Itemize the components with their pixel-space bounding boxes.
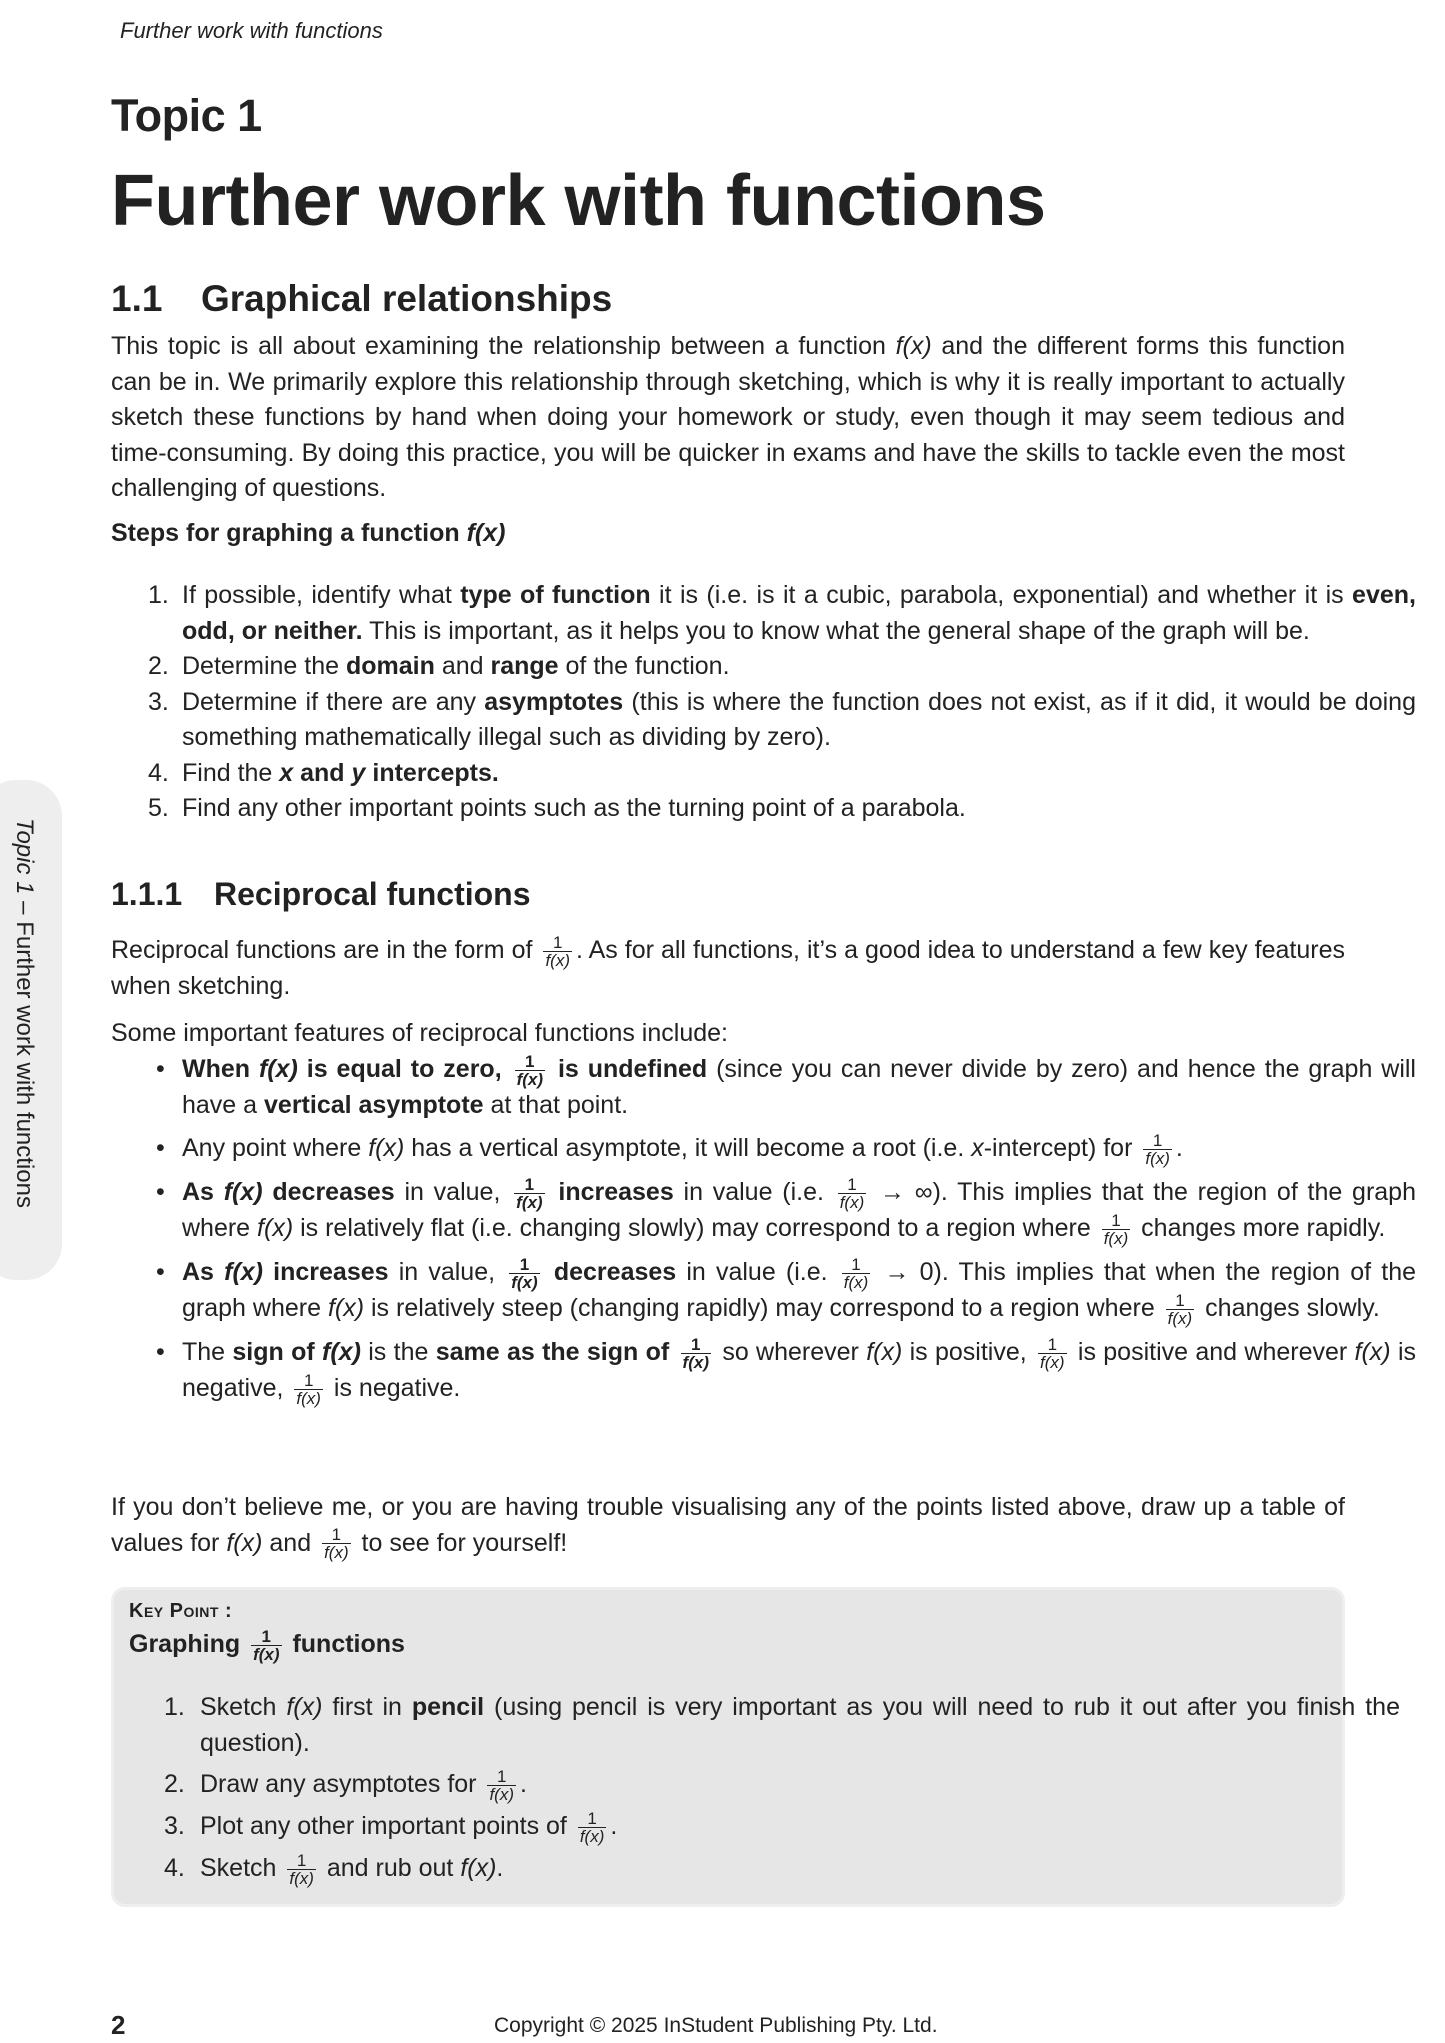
list-item (148, 685, 1416, 756)
math-fx: f(x) (257, 1214, 294, 1243)
text: changes more rapidly. (1134, 1214, 1386, 1243)
frac-num: 1 (587, 1808, 597, 1828)
frac-num: 1 (296, 1850, 307, 1870)
reciprocal-intro (111, 933, 1345, 1004)
fraction-1-over-fx (251, 1628, 281, 1663)
text: and (434, 652, 491, 680)
fraction-1-over-fx (1038, 1336, 1067, 1371)
list-item (156, 1175, 1416, 1249)
frac-num: 1 (691, 1334, 701, 1354)
frac-den: f(x) (489, 1784, 514, 1804)
bullet-icon: • (156, 1055, 165, 1083)
list-item (164, 1766, 1400, 1804)
text: If you don’t believe me, or you are having trouble visualising any of the points listed above, draw up a table of values for (111, 1493, 1345, 1557)
text: in value (i.e. (676, 1258, 838, 1287)
frac-den: f(x) (1103, 1229, 1129, 1249)
text: in value, (388, 1258, 506, 1287)
math-fx: f(x) (226, 1528, 263, 1557)
frac-num: 1 (519, 1254, 530, 1274)
text: decreases (262, 1178, 395, 1207)
frac-num: 1 (1152, 1131, 1163, 1151)
text: and rub out (319, 1853, 461, 1882)
text: so wherever (715, 1337, 867, 1366)
subsection-number: 1.1.1 (111, 876, 183, 912)
math-fx: f(x) (224, 1258, 264, 1287)
frac-num: 1 (851, 1254, 861, 1274)
text: to see for yourself! (354, 1528, 568, 1557)
text: sign of (232, 1337, 323, 1366)
text: functions (285, 1630, 405, 1659)
frac-num: 1 (1111, 1211, 1121, 1231)
frac-den: f(x) (545, 950, 570, 970)
text: has a vertical asymptote, it will become a root (i.e. (404, 1134, 972, 1163)
side-tab-sep: – (11, 894, 38, 922)
bullet-icon: • (156, 1258, 165, 1287)
fraction-1-over-fx (322, 1526, 351, 1561)
text: vertical asymptote (264, 1090, 484, 1119)
text: . (519, 1770, 527, 1798)
text: . As for all functions, it’s a good idea to understand a few key features when sketching. (111, 936, 1345, 1000)
fraction-1-over-fx (681, 1336, 711, 1371)
text: at that point. (483, 1090, 629, 1119)
text: in value, (394, 1178, 511, 1207)
item-number: 3. (164, 1811, 185, 1840)
text: asymptotes (484, 687, 624, 716)
text: . (1175, 1134, 1183, 1163)
steps-heading (111, 519, 505, 548)
item-number: 2. (148, 652, 169, 680)
list-item (148, 578, 1416, 649)
fraction-1-over-fx (509, 1256, 539, 1291)
text: of the function. (558, 652, 730, 680)
text: Find any other important points such as the turning point of a parabola. (182, 794, 966, 822)
text: Draw any asymptotes for (200, 1770, 484, 1798)
item-number: 2. (164, 1770, 185, 1798)
frac-den: f(x) (253, 1645, 280, 1664)
copyright: Copyright © 2025 InStudent Publishing Pty. Ltd. (494, 2014, 938, 2037)
fraction-1-over-fx (1102, 1212, 1131, 1247)
list-item (148, 649, 1416, 685)
text: If possible, identify what (182, 581, 461, 609)
key-point-title (129, 1628, 405, 1663)
text: Reciprocal functions are in the form of (111, 936, 540, 964)
fraction-1-over-fx (515, 1053, 545, 1088)
text: Sketch (200, 1693, 287, 1721)
frac-num: 1 (1047, 1334, 1058, 1354)
fraction-1-over-fx (514, 1176, 544, 1211)
fraction-1-over-fx (838, 1176, 867, 1211)
text: Determine the (182, 652, 346, 680)
features-intro: Some important features of reciprocal functions include: (111, 1019, 728, 1047)
text: → 0). This implies that when the region of the graph where (182, 1258, 1416, 1322)
text: same as the sign of (435, 1337, 677, 1366)
text: The (182, 1337, 233, 1366)
text: and (262, 1528, 319, 1557)
math-x: x (279, 758, 294, 787)
frac-den: f(x) (579, 1826, 605, 1846)
text: and (293, 758, 352, 787)
text: intercepts. (365, 758, 499, 787)
frac-den: f(x) (296, 1388, 321, 1408)
text: Any point where (182, 1134, 369, 1163)
list-item (156, 1254, 1416, 1328)
subsection-title: Reciprocal functions (214, 876, 531, 912)
text: increases (263, 1258, 389, 1287)
text: This topic is all about examining the relationship between a function (111, 332, 896, 360)
side-tab-label (10, 818, 38, 1208)
item-number: 5. (148, 794, 169, 822)
list-item (148, 756, 1416, 792)
fraction-1-over-fx (842, 1256, 871, 1291)
list-item (164, 1808, 1400, 1846)
text: is negative, (182, 1337, 1417, 1402)
frac-den: f(x) (682, 1352, 709, 1372)
math-fx: f(x) (258, 1055, 298, 1083)
fraction-1-over-fx (287, 1852, 316, 1887)
list-item (156, 1131, 1416, 1169)
text: type of function (460, 581, 651, 609)
topic-label: Topic 1 (111, 90, 262, 141)
text: Find the (182, 758, 280, 787)
item-number: 4. (148, 758, 169, 787)
side-tab-text: Further work with functions (11, 921, 38, 1208)
math-x: x (971, 1134, 984, 1163)
text: Plot any other important points of (200, 1811, 574, 1840)
text: As (182, 1178, 224, 1207)
text: is negative. (326, 1373, 461, 1402)
frac-num: 1 (847, 1175, 857, 1195)
fraction-1-over-fx (487, 1768, 516, 1803)
page-title: Further work with functions (111, 161, 1046, 241)
item-number: 1. (164, 1693, 185, 1721)
section-number: 1.1 (111, 278, 163, 319)
section-title: Graphical relationships (201, 278, 613, 319)
text: This is important, as it helps you to know what the general shape of the graph will be. (362, 616, 1310, 645)
list-item (148, 791, 1416, 827)
text: even, odd, or neither. (182, 581, 1416, 645)
side-tab-topic: Topic 1 (11, 818, 38, 895)
text: is undefined (549, 1055, 708, 1083)
frac-num: 1 (524, 1175, 535, 1195)
text: is positive and wherever (1070, 1337, 1355, 1366)
text: and the different forms this function can be in. We primarily explore this relationship through sketching, which is why it is really important to actually sketch these functions by hand when doing your homework or study, even though it may seem tedious and time-consuming. By doing this practice, you will be quicker in exams and have the skills to tackle even the most challenging of questions. (111, 332, 1345, 502)
text: is positive, (902, 1337, 1035, 1366)
math-fx: f(x) (460, 1853, 497, 1882)
text: is equal to zero, (297, 1055, 511, 1083)
bullet-icon: • (156, 1337, 165, 1366)
running-head: Further work with functions (120, 18, 383, 43)
closing-paragraph (111, 1490, 1345, 1561)
intro-paragraph (111, 329, 1345, 507)
text: → ∞). This implies that the region of the graph where (182, 1178, 1416, 1243)
text: (this is where the function does not exist, as if it did, it would be doing something mathematically illegal such as dividing by zero). (182, 687, 1416, 751)
frac-den: f(x) (1145, 1149, 1170, 1169)
frac-num: 1 (496, 1766, 507, 1786)
text: Determine if there are any (182, 687, 485, 716)
math-fx: f(x) (322, 1337, 361, 1366)
frac-den: f(x) (324, 1543, 349, 1563)
text: Steps for graphing a function (111, 519, 467, 547)
frac-den: f(x) (289, 1868, 314, 1888)
list-item (164, 1690, 1400, 1761)
steps-list (111, 578, 1416, 827)
section-heading (111, 278, 612, 320)
text: domain (345, 652, 435, 680)
math-fx: f(x) (1354, 1337, 1391, 1366)
text: increases (548, 1178, 674, 1207)
text: When (182, 1055, 259, 1083)
features-list (111, 1052, 1416, 1415)
text: . (496, 1853, 504, 1882)
math-fx: f(x) (866, 1337, 903, 1366)
item-number: 4. (164, 1853, 185, 1882)
fraction-1-over-fx (578, 1810, 607, 1845)
item-number: 3. (148, 687, 169, 716)
text: Graphing (129, 1630, 248, 1659)
page-number: 2 (111, 2010, 126, 2040)
text: it is (i.e. is it a cubic, parabola, exponential) and whether it is (650, 581, 1353, 609)
frac-den: f(x) (516, 1069, 544, 1089)
math-fx: f(x) (895, 332, 932, 360)
text: As (182, 1258, 225, 1287)
frac-den: f(x) (516, 1193, 543, 1213)
text: range (490, 652, 559, 680)
text: changes slowly. (1198, 1293, 1380, 1322)
text: first in (322, 1693, 412, 1721)
text: (using pencil is very important as you will need to rub it out after you finish the question). (200, 1693, 1400, 1757)
text: is relatively steep (changing rapidly) may correspond to a region where (364, 1293, 1162, 1322)
key-point-list (129, 1690, 1400, 1893)
frac-den: f(x) (843, 1272, 869, 1292)
math-fx: f(x) (286, 1693, 323, 1721)
frac-num: 1 (552, 932, 563, 952)
frac-num: 1 (331, 1525, 342, 1545)
frac-den: f(x) (1040, 1352, 1065, 1372)
text: in value (i.e. (673, 1178, 834, 1207)
list-item (164, 1850, 1400, 1888)
math-fx: f(x) (327, 1293, 365, 1322)
math-fx: f(x) (368, 1134, 405, 1163)
frac-den: f(x) (1167, 1308, 1193, 1328)
fraction-1-over-fx (294, 1372, 323, 1407)
frac-num: 1 (525, 1051, 535, 1071)
frac-num: 1 (261, 1627, 272, 1646)
text: decreases (543, 1258, 677, 1287)
text: -intercept) for (983, 1134, 1140, 1163)
frac-den: f(x) (839, 1193, 865, 1213)
text: Sketch (200, 1853, 284, 1882)
subsection-heading (111, 876, 531, 913)
fraction-1-over-fx (1143, 1132, 1172, 1167)
math-fx: f(x) (223, 1178, 263, 1207)
frac-num: 1 (1175, 1290, 1185, 1310)
item-number: 1. (148, 581, 169, 609)
text: is the (360, 1337, 436, 1366)
math-fx: f(x) (466, 519, 506, 547)
frac-num: 1 (303, 1370, 314, 1390)
list-item (156, 1051, 1416, 1123)
fraction-1-over-fx (543, 934, 572, 969)
text: . (610, 1811, 618, 1840)
text: (since you can never divide by zero) and hence the graph will have a (182, 1055, 1416, 1119)
bullet-icon: • (156, 1178, 165, 1207)
math-y: y (351, 758, 366, 787)
text: pencil (411, 1693, 485, 1721)
key-point-label: Key Point : (129, 1600, 233, 1622)
bullet-icon: • (156, 1134, 165, 1163)
text: is relatively flat (i.e. changing slowly) may correspond to a region where (293, 1214, 1098, 1243)
list-item (156, 1334, 1417, 1408)
fraction-1-over-fx (1166, 1292, 1195, 1327)
frac-den: f(x) (511, 1272, 538, 1292)
